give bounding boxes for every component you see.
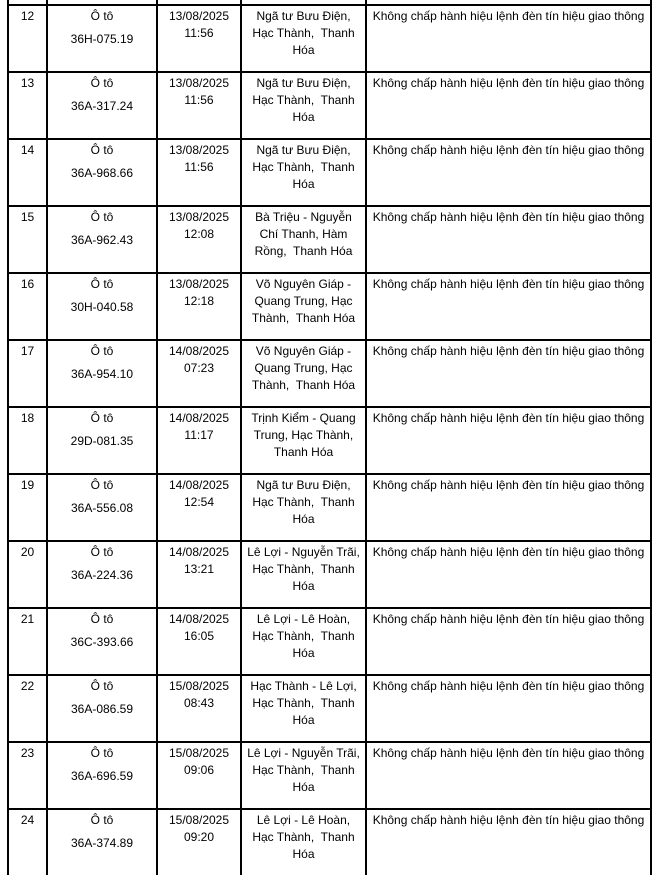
vehicle-cell	[47, 675, 157, 742]
vehicle-type: Ô tô	[90, 411, 114, 425]
license-plate: 36A-968.66	[70, 166, 134, 180]
table-row	[8, 72, 651, 139]
violation-date: 14/08/2025	[168, 612, 230, 626]
license-plate: 36A-954.10	[70, 367, 134, 381]
license-plate: 36A-086.59	[70, 702, 134, 716]
violation-time: 07:23	[183, 361, 215, 375]
vehicle-type: Ô tô	[90, 679, 114, 693]
violation-date: 13/08/2025	[168, 76, 230, 90]
row-number-cell	[8, 608, 47, 675]
violation-time: 08:43	[183, 696, 215, 710]
violation-cell: Không chấp hành hiệu lệnh đèn tín hiệu giao thông	[366, 675, 651, 742]
datetime-cell	[157, 742, 241, 809]
license-plate: 36A-317.24	[70, 99, 134, 113]
violation-time: 13:21	[183, 562, 215, 576]
vehicle-cell	[47, 809, 157, 875]
violation-date: 14/08/2025	[168, 478, 230, 492]
row-number-cell	[8, 72, 47, 139]
row-number: 20	[20, 545, 35, 559]
vehicle-type: Ô tô	[90, 545, 114, 559]
violation-time: 16:05	[183, 629, 215, 643]
row-number: 18	[20, 411, 35, 425]
vehicle-cell	[47, 340, 157, 407]
violations-table	[7, 0, 652, 875]
row-number: 15	[20, 210, 35, 224]
row-number-cell	[8, 541, 47, 608]
license-plate: 30H-040.58	[70, 300, 134, 314]
table-row	[8, 541, 651, 608]
license-plate: 36A-224.36	[70, 568, 134, 582]
violation-date: 15/08/2025	[168, 746, 230, 760]
vehicle-cell	[47, 139, 157, 206]
license-plate: 36H-075.19	[70, 32, 134, 46]
row-number-cell	[8, 742, 47, 809]
violation-time: 09:06	[183, 763, 215, 777]
violation-date: 14/08/2025	[168, 411, 230, 425]
vehicle-cell	[47, 474, 157, 541]
table-row	[8, 742, 651, 809]
violation-date: 13/08/2025	[168, 277, 230, 291]
table-row	[8, 608, 651, 675]
violation-cell: Không chấp hành hiệu lệnh đèn tín hiệu giao thông	[366, 608, 651, 675]
vehicle-type: Ô tô	[90, 277, 114, 291]
violation-date: 13/08/2025	[168, 143, 230, 157]
row-number-cell	[8, 206, 47, 273]
datetime-cell	[157, 809, 241, 875]
row-number: 24	[20, 813, 35, 827]
license-plate: 36C-393.66	[70, 635, 134, 649]
location-cell: Ngã tư Bưu Điện, Hạc Thành, Thanh Hóa	[241, 72, 366, 139]
violation-time: 12:18	[183, 294, 215, 308]
row-number-cell	[8, 273, 47, 340]
vehicle-type: Ô tô	[90, 478, 114, 492]
row-number: 13	[20, 76, 35, 90]
datetime-cell	[157, 675, 241, 742]
row-number-cell	[8, 407, 47, 474]
datetime-cell	[157, 206, 241, 273]
datetime-cell	[157, 474, 241, 541]
datetime-cell	[157, 608, 241, 675]
violation-cell: Không chấp hành hiệu lệnh đèn tín hiệu giao thông	[366, 340, 651, 407]
violation-cell: Không chấp hành hiệu lệnh đèn tín hiệu giao thông	[366, 72, 651, 139]
location-cell: Lê Lợi - Nguyễn Trãi, Hạc Thành, Thanh Hóa	[241, 742, 366, 809]
row-number: 22	[20, 679, 35, 693]
datetime-cell	[157, 273, 241, 340]
location-cell: Bà Triệu - Nguyễn Chí Thanh, Hàm Rồng, Thanh Hóa	[241, 206, 366, 273]
table-row	[8, 5, 651, 72]
location-cell: Võ Nguyên Giáp - Quang Trung, Hạc Thành, Thanh Hóa	[241, 273, 366, 340]
vehicle-type: Ô tô	[90, 344, 114, 358]
datetime-cell	[157, 541, 241, 608]
license-plate: 36A-556.08	[70, 501, 134, 515]
violation-cell: Không chấp hành hiệu lệnh đèn tín hiệu giao thông	[366, 206, 651, 273]
violation-date: 14/08/2025	[168, 344, 230, 358]
datetime-cell	[157, 139, 241, 206]
vehicle-cell	[47, 273, 157, 340]
location-cell: Hạc Thành - Lê Lợi, Hạc Thành, Thanh Hóa	[241, 675, 366, 742]
location-cell: Võ Nguyên Giáp - Quang Trung, Hạc Thành, Thanh Hóa	[241, 340, 366, 407]
row-number: 17	[20, 344, 35, 358]
location-cell: Lê Lợi - Lê Hoàn, Hạc Thành, Thanh Hóa	[241, 809, 366, 875]
datetime-cell	[157, 340, 241, 407]
table-row	[8, 407, 651, 474]
table-row	[8, 273, 651, 340]
vehicle-type: Ô tô	[90, 143, 114, 157]
row-number: 23	[20, 746, 35, 760]
vehicle-cell	[47, 608, 157, 675]
datetime-cell	[157, 72, 241, 139]
vehicle-cell	[47, 5, 157, 72]
datetime-cell	[157, 5, 241, 72]
vehicle-type: Ô tô	[90, 210, 114, 224]
vehicle-cell	[47, 742, 157, 809]
violation-time: 12:08	[183, 227, 215, 241]
license-plate: 36A-962.43	[70, 233, 134, 247]
table-row	[8, 206, 651, 273]
violation-time: 11:17	[184, 428, 214, 442]
violation-date: 14/08/2025	[168, 545, 230, 559]
table-row	[8, 809, 651, 875]
row-number: 19	[20, 478, 35, 492]
violation-cell: Không chấp hành hiệu lệnh đèn tín hiệu giao thông	[366, 273, 651, 340]
violation-cell: Không chấp hành hiệu lệnh đèn tín hiệu giao thông	[366, 407, 651, 474]
violation-time: 11:56	[184, 160, 214, 174]
vehicle-type: Ô tô	[90, 9, 114, 23]
row-number-cell	[8, 809, 47, 875]
row-number: 21	[20, 612, 35, 626]
violation-date: 15/08/2025	[168, 679, 230, 693]
table-row	[8, 340, 651, 407]
violation-time: 12:54	[183, 495, 215, 509]
violation-time: 11:56	[184, 26, 214, 40]
violation-cell: Không chấp hành hiệu lệnh đèn tín hiệu giao thông	[366, 5, 651, 72]
row-number: 12	[20, 9, 35, 23]
row-number-cell	[8, 340, 47, 407]
table-row	[8, 675, 651, 742]
row-number: 14	[20, 143, 35, 157]
license-plate: 29D-081.35	[70, 434, 134, 448]
vehicle-type: Ô tô	[90, 612, 114, 626]
row-number-cell	[8, 5, 47, 72]
vehicle-type: Ô tô	[90, 76, 114, 90]
vehicle-type: Ô tô	[90, 813, 114, 827]
violation-time: 09:20	[183, 830, 215, 844]
location-cell: Ngã tư Bưu Điện, Hạc Thành, Thanh Hóa	[241, 139, 366, 206]
location-cell: Ngã tư Bưu Điện, Hạc Thành, Thanh Hóa	[241, 474, 366, 541]
vehicle-cell	[47, 407, 157, 474]
violation-date: 13/08/2025	[168, 9, 230, 23]
row-number: 16	[20, 277, 35, 291]
vehicle-cell	[47, 206, 157, 273]
datetime-cell	[157, 407, 241, 474]
violation-cell: Không chấp hành hiệu lệnh đèn tín hiệu giao thông	[366, 541, 651, 608]
table-row	[8, 474, 651, 541]
vehicle-cell	[47, 72, 157, 139]
violations-table-body	[8, 0, 651, 875]
violation-date: 13/08/2025	[168, 210, 230, 224]
license-plate: 36A-374.89	[70, 836, 134, 850]
row-number-cell	[8, 139, 47, 206]
location-cell: Lê Lợi - Nguyễn Trãi, Hạc Thành, Thanh Hóa	[241, 541, 366, 608]
violation-cell: Không chấp hành hiệu lệnh đèn tín hiệu giao thông	[366, 809, 651, 875]
row-number-cell	[8, 675, 47, 742]
violation-cell: Không chấp hành hiệu lệnh đèn tín hiệu giao thông	[366, 474, 651, 541]
location-cell: Trịnh Kiểm - Quang Trung, Hạc Thành, Thanh Hóa	[241, 407, 366, 474]
violation-cell: Không chấp hành hiệu lệnh đèn tín hiệu giao thông	[366, 139, 651, 206]
table-row	[8, 139, 651, 206]
violation-cell: Không chấp hành hiệu lệnh đèn tín hiệu giao thông	[366, 742, 651, 809]
vehicle-type: Ô tô	[90, 746, 114, 760]
violation-date: 15/08/2025	[168, 813, 230, 827]
vehicle-cell	[47, 541, 157, 608]
location-cell: Ngã tư Bưu Điện, Hạc Thành, Thanh Hóa	[241, 5, 366, 72]
license-plate: 36A-696.59	[70, 769, 134, 783]
row-number-cell	[8, 474, 47, 541]
location-cell: Lê Lợi - Lê Hoàn, Hạc Thành, Thanh Hóa	[241, 608, 366, 675]
violation-time: 11:56	[184, 93, 214, 107]
